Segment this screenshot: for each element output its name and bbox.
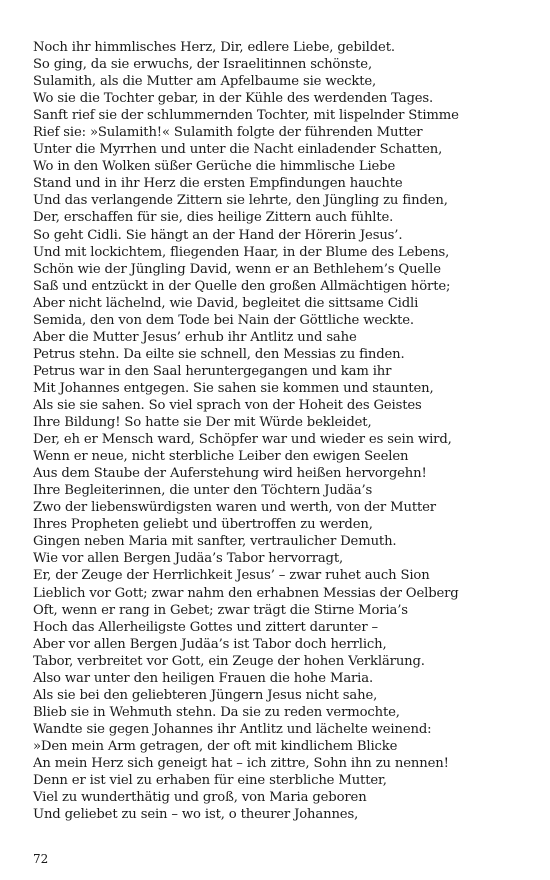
verse-line: Wenn er neue, nicht sterbliche Leiber den ewigen Seelen	[33, 449, 409, 465]
verse-line: Ihre Bildung! So hatte sie Der mit Würde bekleidet,	[33, 415, 372, 431]
poem-text-block	[33, 39, 533, 823]
verse-line: »Den mein Arm getragen, der oft mit kindlichem Blicke	[33, 738, 398, 754]
verse-line: Unter die Myrrhen und unter die Nacht einladender Schatten,	[33, 142, 443, 158]
verse-line: Sanft rief sie der schlummernden Tochter, mit lispelnder Stimme	[33, 108, 459, 124]
verse-line: Rief sie: »Sulamith!« Sulamith folgte der führenden Mutter	[33, 125, 423, 141]
verse-line: So ging, da sie erwuchs, der Israelitinnen schönste,	[33, 57, 373, 73]
verse-line: Und geliebet zu sein – wo ist, o theurer Johannes,	[33, 807, 359, 823]
verse-line: Ihre Begleiterinnen, die unter den Töchtern Judäa’s	[33, 483, 373, 499]
verse-line: So geht Cidli. Sie hängt an der Hand der Hörerin Jesus’.	[33, 227, 403, 243]
verse-line: Aber vor allen Bergen Judäa’s ist Tabor doch herrlich,	[33, 636, 387, 652]
verse-line: Stand und in ihr Herz die ersten Empfindungen hauchte	[33, 176, 403, 192]
verse-line: Und mit lockichtem, fliegenden Haar, in der Blume des Lebens,	[33, 244, 450, 260]
verse-line: Und das verlangende Zittern sie lehrte, den Jüngling zu finden,	[33, 193, 448, 209]
verse-line: Zwo der liebenswürdigsten waren und werth, von der Mutter	[33, 500, 436, 516]
verse-line: Aus dem Staube der Auferstehung wird heißen hervorgehn!	[33, 466, 427, 482]
verse-line: Wo sie die Tochter gebar, in der Kühle des werdenden Tages.	[33, 91, 434, 107]
verse-line: Noch ihr himmlisches Herz, Dir, edlere Liebe, gebildet.	[33, 40, 395, 55]
verse-line: Gingen neben Maria mit sanfter, vertraulicher Demuth.	[33, 534, 397, 550]
verse-line: Viel zu wunderthätig und groß, von Maria geboren	[33, 790, 367, 806]
verse-line: Petrus war in den Saal heruntergegangen und kam ihr	[33, 363, 392, 379]
verse-line: Oft, wenn er rang in Gebet; zwar trägt die Stirne Moria’s	[33, 602, 408, 618]
verse-line: Blieb sie in Wehmuth stehn. Da sie zu reden vermochte,	[33, 704, 400, 720]
verse-line: Als sie sie sahen. So viel sprach von der Hoheit des Geistes	[33, 397, 422, 413]
verse-line: Mit Johannes entgegen. Sie sahen sie kommen und staunten,	[33, 380, 434, 396]
verse-line: Wo in den Wolken süßer Gerüche die himmlische Liebe	[33, 159, 396, 175]
verse-line: Er, der Zeuge der Herrlichkeit Jesus’ – zwar ruhet auch Sion	[33, 568, 430, 584]
verse-line: Semida, den von dem Tode bei Nain der Göttliche weckte.	[33, 312, 414, 328]
verse-line: Hoch das Allerheiligste Gottes und zittert darunter –	[33, 619, 378, 635]
verse-line: An mein Herz sich geneigt hat – ich zittre, Sohn ihn zu nennen!	[33, 755, 449, 771]
verse-line: Lieblich vor Gott; zwar nahm den erhabnen Messias der Oelberg	[33, 585, 459, 601]
verse-line: Schön wie der Jüngling David, wenn er an Bethlehem’s Quelle	[33, 261, 441, 277]
verse-line: Sulamith, als die Mutter am Apfelbaume sie weckte,	[33, 74, 377, 90]
verse-line: Der, erschaffen für sie, dies heilige Zittern auch fühlte.	[33, 210, 394, 226]
page-number: 72	[33, 852, 49, 866]
verse-line: Aber nicht lächelnd, wie David, begleitet die sittsame Cidli	[33, 295, 419, 311]
verse-line: Ihres Propheten geliebt und übertroffen zu werden,	[33, 517, 373, 533]
verse-line: Petrus stehn. Da eilte sie schnell, den Messias zu finden.	[33, 346, 405, 362]
verse-line: Denn er ist viel zu erhaben für eine sterbliche Mutter,	[33, 773, 387, 789]
verse-line: Tabor, verbreitet vor Gott, ein Zeuge der hohen Verklärung.	[33, 653, 425, 669]
verse-line: Aber die Mutter Jesus’ erhub ihr Antlitz und sahe	[33, 329, 357, 345]
verse-line: Saß und entzückt in der Quelle den großen Allmächtigen hörte;	[33, 278, 451, 294]
verse-line: Also war unter den heiligen Frauen die hohe Maria.	[33, 670, 374, 686]
verse-line: Der, eh er Mensch ward, Schöpfer war und wieder es sein wird,	[33, 432, 452, 448]
verse-line: Wandte sie gegen Johannes ihr Antlitz und lächelte weinend:	[33, 721, 432, 737]
verse-line: Wie vor allen Bergen Judäa’s Tabor hervorragt,	[33, 551, 344, 567]
verse-line: Als sie bei den geliebteren Jüngern Jesus nicht sahe,	[33, 687, 378, 703]
